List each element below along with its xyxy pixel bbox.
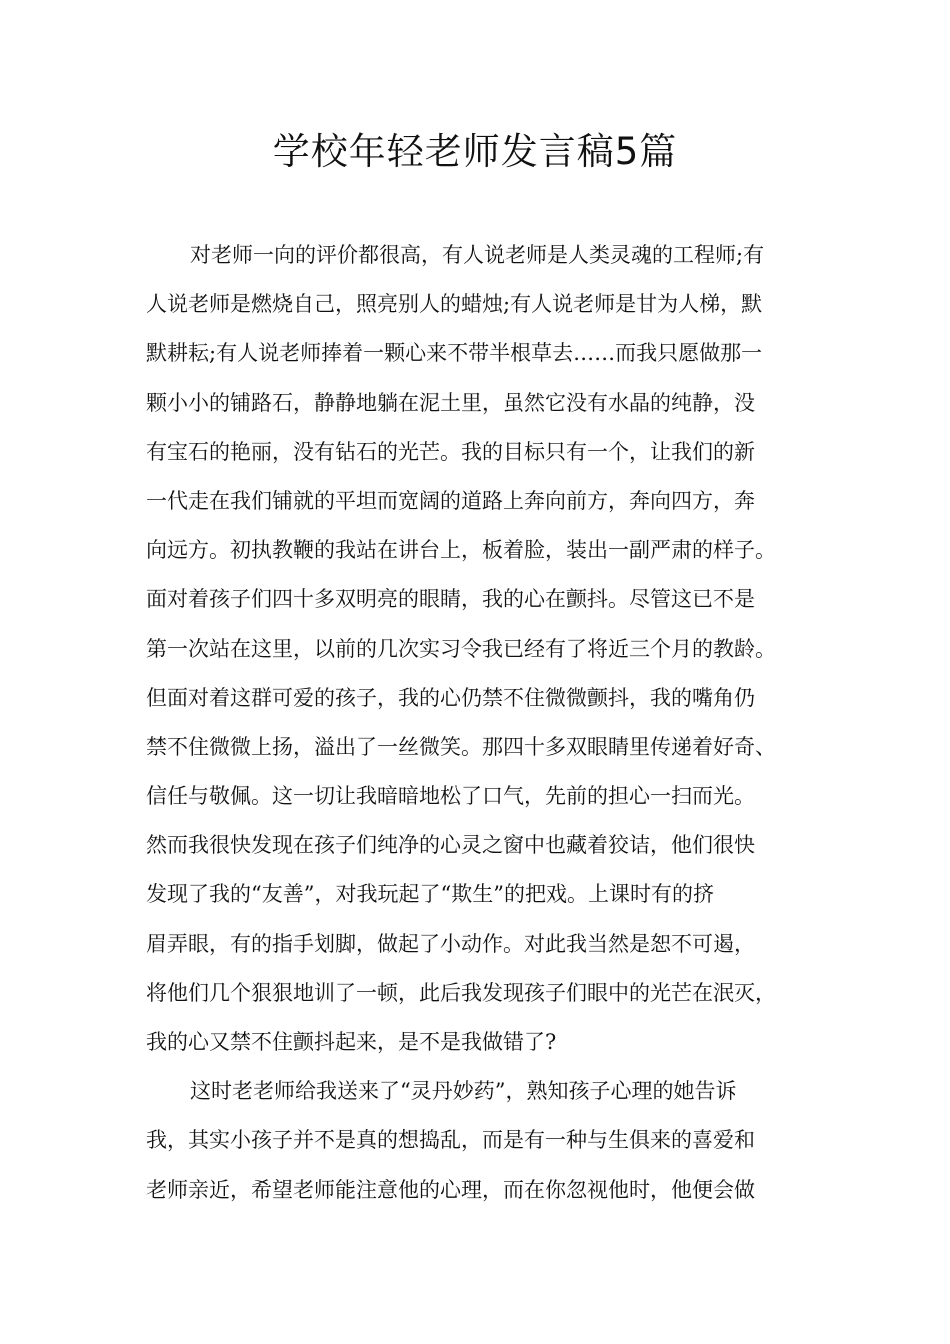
paragraph-line: 我，其实小孩子并不是真的想捣乱，而是有一种与生俱来的喜爱和: [146, 1128, 755, 1153]
paragraph-line: 有宝石的艳丽，没有钻石的光芒。我的目标只有一个，让我们的新: [146, 439, 755, 464]
paragraph-line: 人说老师是燃烧自己，照亮别人的蜡烛;有人说老师是甘为人梯，默: [146, 292, 763, 317]
paragraph-line: 向远方。初执教鞭的我站在讲台上，板着脸，装出一副严肃的样子。: [146, 538, 776, 563]
paragraph-line: 默耕耘;有人说老师捧着一颗心来不带半根草去……而我只愿做那一: [146, 341, 763, 366]
paragraph-line: 对老师一向的评价都很高，有人说老师是人类灵魂的工程师;有: [190, 243, 765, 267]
paragraph-line: 发现了我的“友善”，对我玩起了“欺生”的把戏。上课时有的挤: [146, 882, 714, 907]
paragraph-line: 我的心又禁不住颤抖起来，是不是我做错了?: [146, 1030, 557, 1054]
document-body: [146, 231, 836, 1215]
paragraph-line: 面对着孩子们四十多双明亮的眼睛，我的心在颤抖。尽管这已不是: [146, 587, 755, 612]
paragraph-line: 第一次站在这里，以前的几次实习令我已经有了将近三个月的教龄。: [146, 636, 776, 661]
paragraph-line: 老师亲近，希望老师能注意他的心理，而在你忽视他时，他便会做: [146, 1177, 755, 1202]
paragraph-line: 信任与敬佩。这一切让我暗暗地松了口气，先前的担心一扫而光。: [146, 784, 755, 809]
paragraph-line: 颗小小的铺路石，静静地躺在泥土里，虽然它没有水晶的纯静，没: [146, 390, 755, 415]
paragraph-line: 将他们几个狠狠地训了一顿，此后我发现孩子们眼中的光芒在泯灭，: [146, 980, 776, 1005]
paragraph-line: 一代走在我们铺就的平坦而宽阔的道路上奔向前方，奔向四方，奔: [146, 488, 755, 513]
paragraph-line: 眉弄眼，有的指手划脚，做起了小动作。对此我当然是恕不可遏，: [146, 931, 755, 956]
paragraph-line: 然而我很快发现在孩子们纯净的心灵之窗中也藏着狡诘，他们很快: [146, 833, 755, 858]
document-title: 学校年轻老师发言稿5篇: [272, 130, 678, 173]
paragraph-line: 禁不住微微上扬，溢出了一丝微笑。那四十多双眼睛里传递着好奇、: [146, 734, 776, 759]
paragraph-line: 这时老老师给我送来了“灵丹妙药”，熟知孩子心理的她告诉: [190, 1079, 737, 1104]
paragraph-line: 但面对着这群可爱的孩子，我的心仍禁不住微微颤抖，我的嘴角仍: [146, 685, 755, 710]
